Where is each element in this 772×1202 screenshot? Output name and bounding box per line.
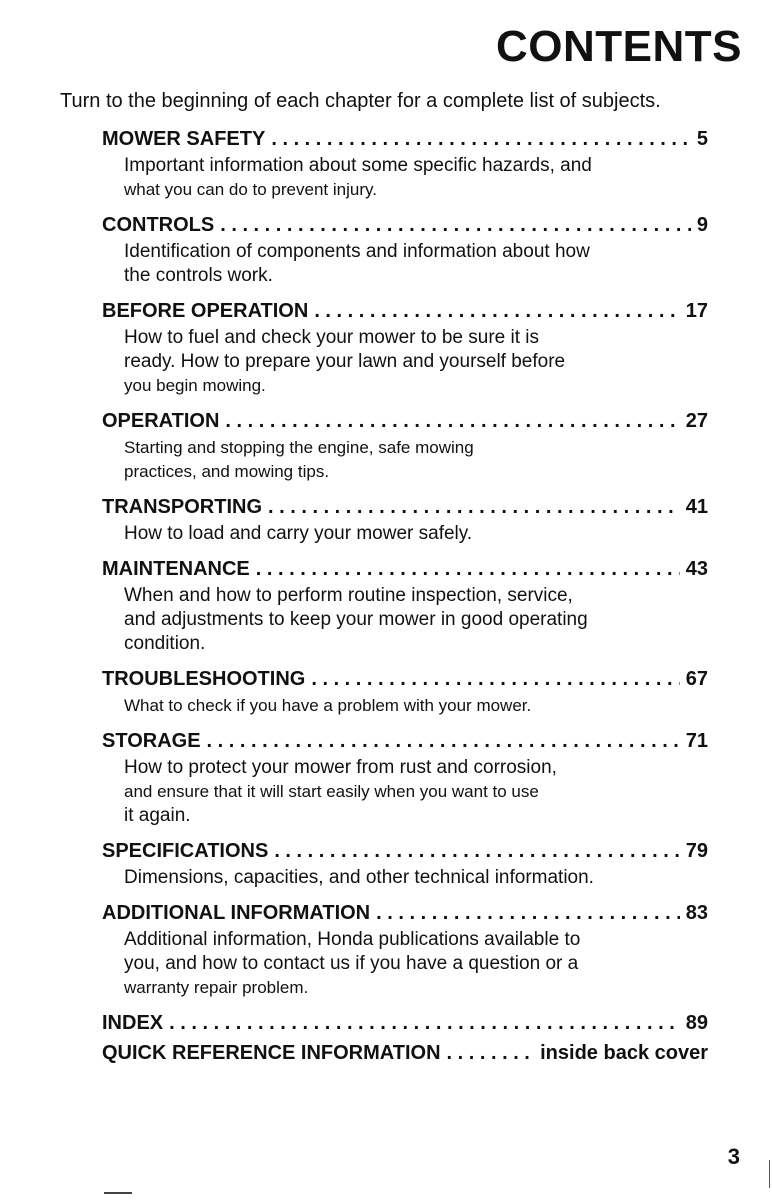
toc-entry-specifications[interactable] (102, 836, 708, 890)
entry-heading[interactable]: TRANSPORTING (102, 496, 262, 518)
dot-leader (274, 836, 679, 866)
description-line: How to fuel and check your mower to be sure it is (124, 327, 540, 348)
description-line: and adjustments to keep your mower in good operating (124, 609, 588, 630)
dot-leader (314, 296, 679, 326)
dot-leader (225, 406, 679, 436)
entry-heading[interactable]: TROUBLESHOOTING (102, 668, 306, 690)
entry-page-number: 9 (696, 214, 708, 236)
entry-heading[interactable]: MOWER SAFETY (102, 128, 266, 150)
toc-entry-controls[interactable] (102, 210, 708, 288)
toc-entry-additional-information[interactable] (102, 898, 708, 1000)
description-line: the controls work. (124, 265, 273, 286)
entry-page-number: 71 (685, 730, 708, 752)
entry-heading[interactable]: OPERATION (102, 410, 220, 432)
entry-page-number: 17 (685, 300, 708, 322)
description-line: Important information about some specific hazards, and (124, 155, 592, 176)
entry-heading[interactable]: BEFORE OPERATION (102, 300, 309, 322)
dot-leader (447, 1038, 535, 1068)
intro-text: Turn to the beginning of each chapter for a complete list of subjects. (60, 90, 661, 112)
description-line: Starting and stopping the engine, safe mowing (124, 438, 474, 457)
toc-entry-operation[interactable] (102, 406, 708, 484)
dot-leader (271, 124, 691, 154)
entry-description (102, 756, 708, 828)
toc-entry-mower-safety[interactable] (102, 124, 708, 202)
description-line: What to check if you have a problem with your mower. (124, 696, 532, 715)
dot-leader (311, 664, 679, 694)
description-line: and ensure that it will start easily when you want to use (124, 782, 539, 801)
toc-entry-troubleshooting[interactable] (102, 664, 708, 718)
toc-entry-transporting[interactable] (102, 492, 708, 546)
entry-page-number: inside back cover (540, 1042, 708, 1064)
description-line: you begin mowing. (124, 376, 266, 395)
entry-description (102, 522, 708, 546)
entry-heading[interactable]: CONTROLS (102, 214, 215, 236)
dot-leader (169, 1008, 680, 1038)
entry-heading[interactable]: SPECIFICATIONS (102, 840, 269, 862)
entry-page-number: 67 (685, 668, 708, 690)
entry-page-number: 41 (685, 496, 708, 518)
description-line: practices, and mowing tips. (124, 462, 330, 481)
description-line: Additional information, Honda publications available to (124, 929, 581, 950)
toc-entry-before-operation[interactable] (102, 296, 708, 398)
toc-entry-maintenance[interactable] (102, 554, 708, 656)
entry-page-number: 89 (685, 1012, 708, 1034)
dot-leader (256, 554, 680, 584)
description-line: ready. How to prepare your lawn and yourself before (124, 351, 566, 372)
entry-heading[interactable]: QUICK REFERENCE INFORMATION (102, 1042, 441, 1064)
entry-description (102, 584, 708, 656)
entry-description (102, 240, 708, 288)
toc-entry-storage[interactable] (102, 726, 708, 828)
description-line: what you can do to prevent injury. (124, 180, 377, 199)
description-line: you, and how to contact us if you have a question or a (124, 953, 579, 974)
description-line: How to load and carry your mower safely. (124, 523, 473, 544)
page-title: CONTENTS (496, 22, 742, 71)
page-number: 3 (727, 1144, 740, 1169)
entry-heading[interactable]: ADDITIONAL INFORMATION (102, 902, 371, 924)
dot-leader (376, 898, 680, 928)
toc-entry-index[interactable] (102, 1008, 708, 1038)
dot-leader (268, 492, 680, 522)
entry-description (102, 866, 708, 890)
entry-description (102, 154, 708, 202)
description-line: it again. (124, 805, 191, 826)
entry-heading[interactable]: MAINTENANCE (102, 558, 250, 580)
entry-page-number: 79 (685, 840, 708, 862)
scan-mark (104, 1192, 132, 1194)
entry-page-number: 27 (685, 410, 708, 432)
description-line: How to protect your mower from rust and corrosion, (124, 757, 557, 778)
description-line: When and how to perform routine inspection, service, (124, 585, 573, 606)
entry-description (102, 436, 708, 484)
dot-leader (207, 726, 680, 756)
entry-description (102, 326, 708, 398)
entry-page-number: 5 (696, 128, 708, 150)
table-of-contents (102, 124, 708, 1068)
entry-heading[interactable]: STORAGE (102, 730, 201, 752)
entry-page-number: 43 (685, 558, 708, 580)
dot-leader (220, 210, 691, 240)
description-line: warranty repair problem. (124, 978, 309, 997)
toc-entry-quick-reference[interactable] (102, 1038, 708, 1068)
entry-description (102, 928, 708, 1000)
description-line: condition. (124, 633, 206, 654)
entry-page-number: 83 (685, 902, 708, 924)
page-edge-mark (769, 1160, 770, 1188)
entry-description (102, 694, 708, 718)
description-line: Dimensions, capacities, and other technical information. (124, 867, 594, 888)
entry-heading[interactable]: INDEX (102, 1012, 164, 1034)
description-line: Identification of components and information about how (124, 241, 590, 262)
